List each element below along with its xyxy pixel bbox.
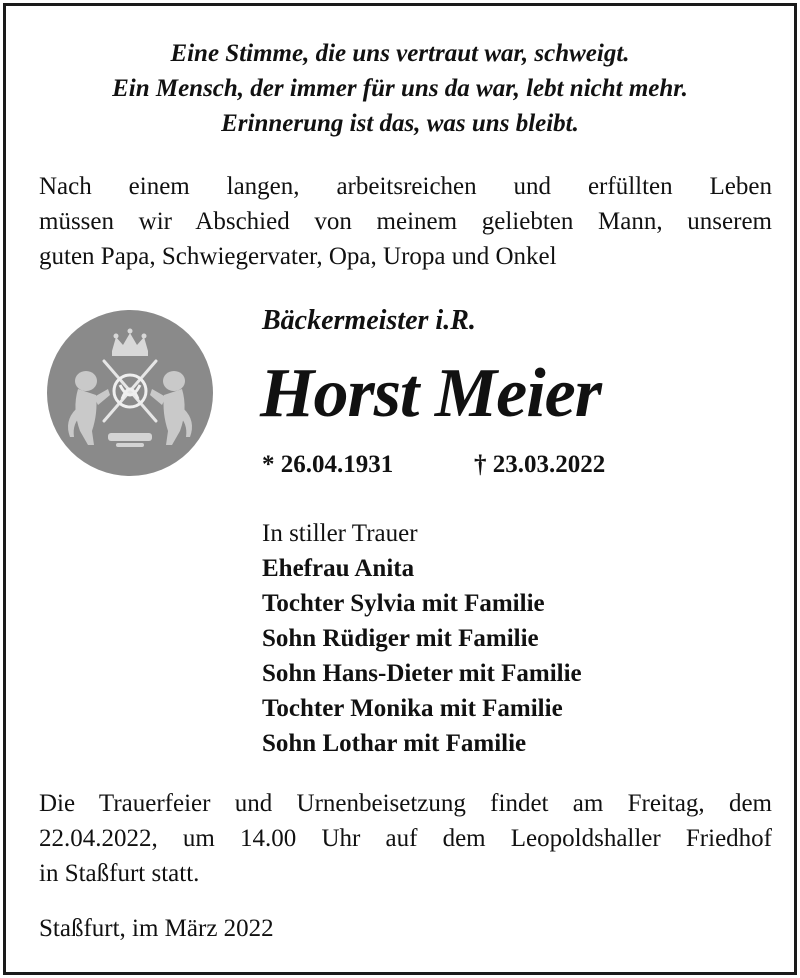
deceased-name: Horst Meier [260,355,601,432]
poem-line-3: Erinnerung ist das, was uns bleibt. [221,110,579,137]
intro-line-2: müssen wir Abschied von meinem geliebten Mann, unserem [39,208,772,235]
mourner: Sohn Rüdiger mit Familie [262,625,539,652]
intro-line-1: Nach einem langen, arbeitsreichen und erfüllten Leben [39,173,772,200]
deceased-title: Bäckermeister i.R. [262,305,476,336]
poem-line-2: Ein Mensch, der immer für uns da war, lebt nicht mehr. [112,75,688,102]
poem-line-1: Eine Stimme, die uns vertraut war, schweigt. [170,40,630,67]
intro-line-3: guten Papa, Schwiegervater, Opa, Uropa und Onkel [39,243,557,270]
mourners-lead: In stiller Trauer [262,520,418,547]
mourner: Sohn Hans-Dieter mit Familie [262,660,582,687]
mourner: Ehefrau Anita [262,555,415,582]
funeral-line-1: Die Trauerfeier und Urnenbeisetzung findet am Freitag, dem [39,790,772,817]
mourner: Sohn Lothar mit Familie [262,730,527,757]
mourners-list [262,516,582,761]
funeral-line-3: in Staßfurt statt. [39,860,200,887]
baker-guild-emblem-icon [46,309,214,477]
intro-paragraph [39,169,772,274]
birth-date: * 26.04.1931 [262,451,394,478]
death-date: † 23.03.2022 [474,451,606,478]
memorial-poem [6,36,794,141]
funeral-details [39,786,772,891]
place-and-date: Staßfurt, im März 2022 [39,915,274,942]
funeral-line-2: 22.04.2022, um 14.00 Uhr auf dem Leopoldshaller Friedhof [39,825,772,852]
obituary-frame [3,3,797,975]
mourner: Tochter Monika mit Familie [262,695,563,722]
mourner: Tochter Sylvia mit Familie [262,590,545,617]
